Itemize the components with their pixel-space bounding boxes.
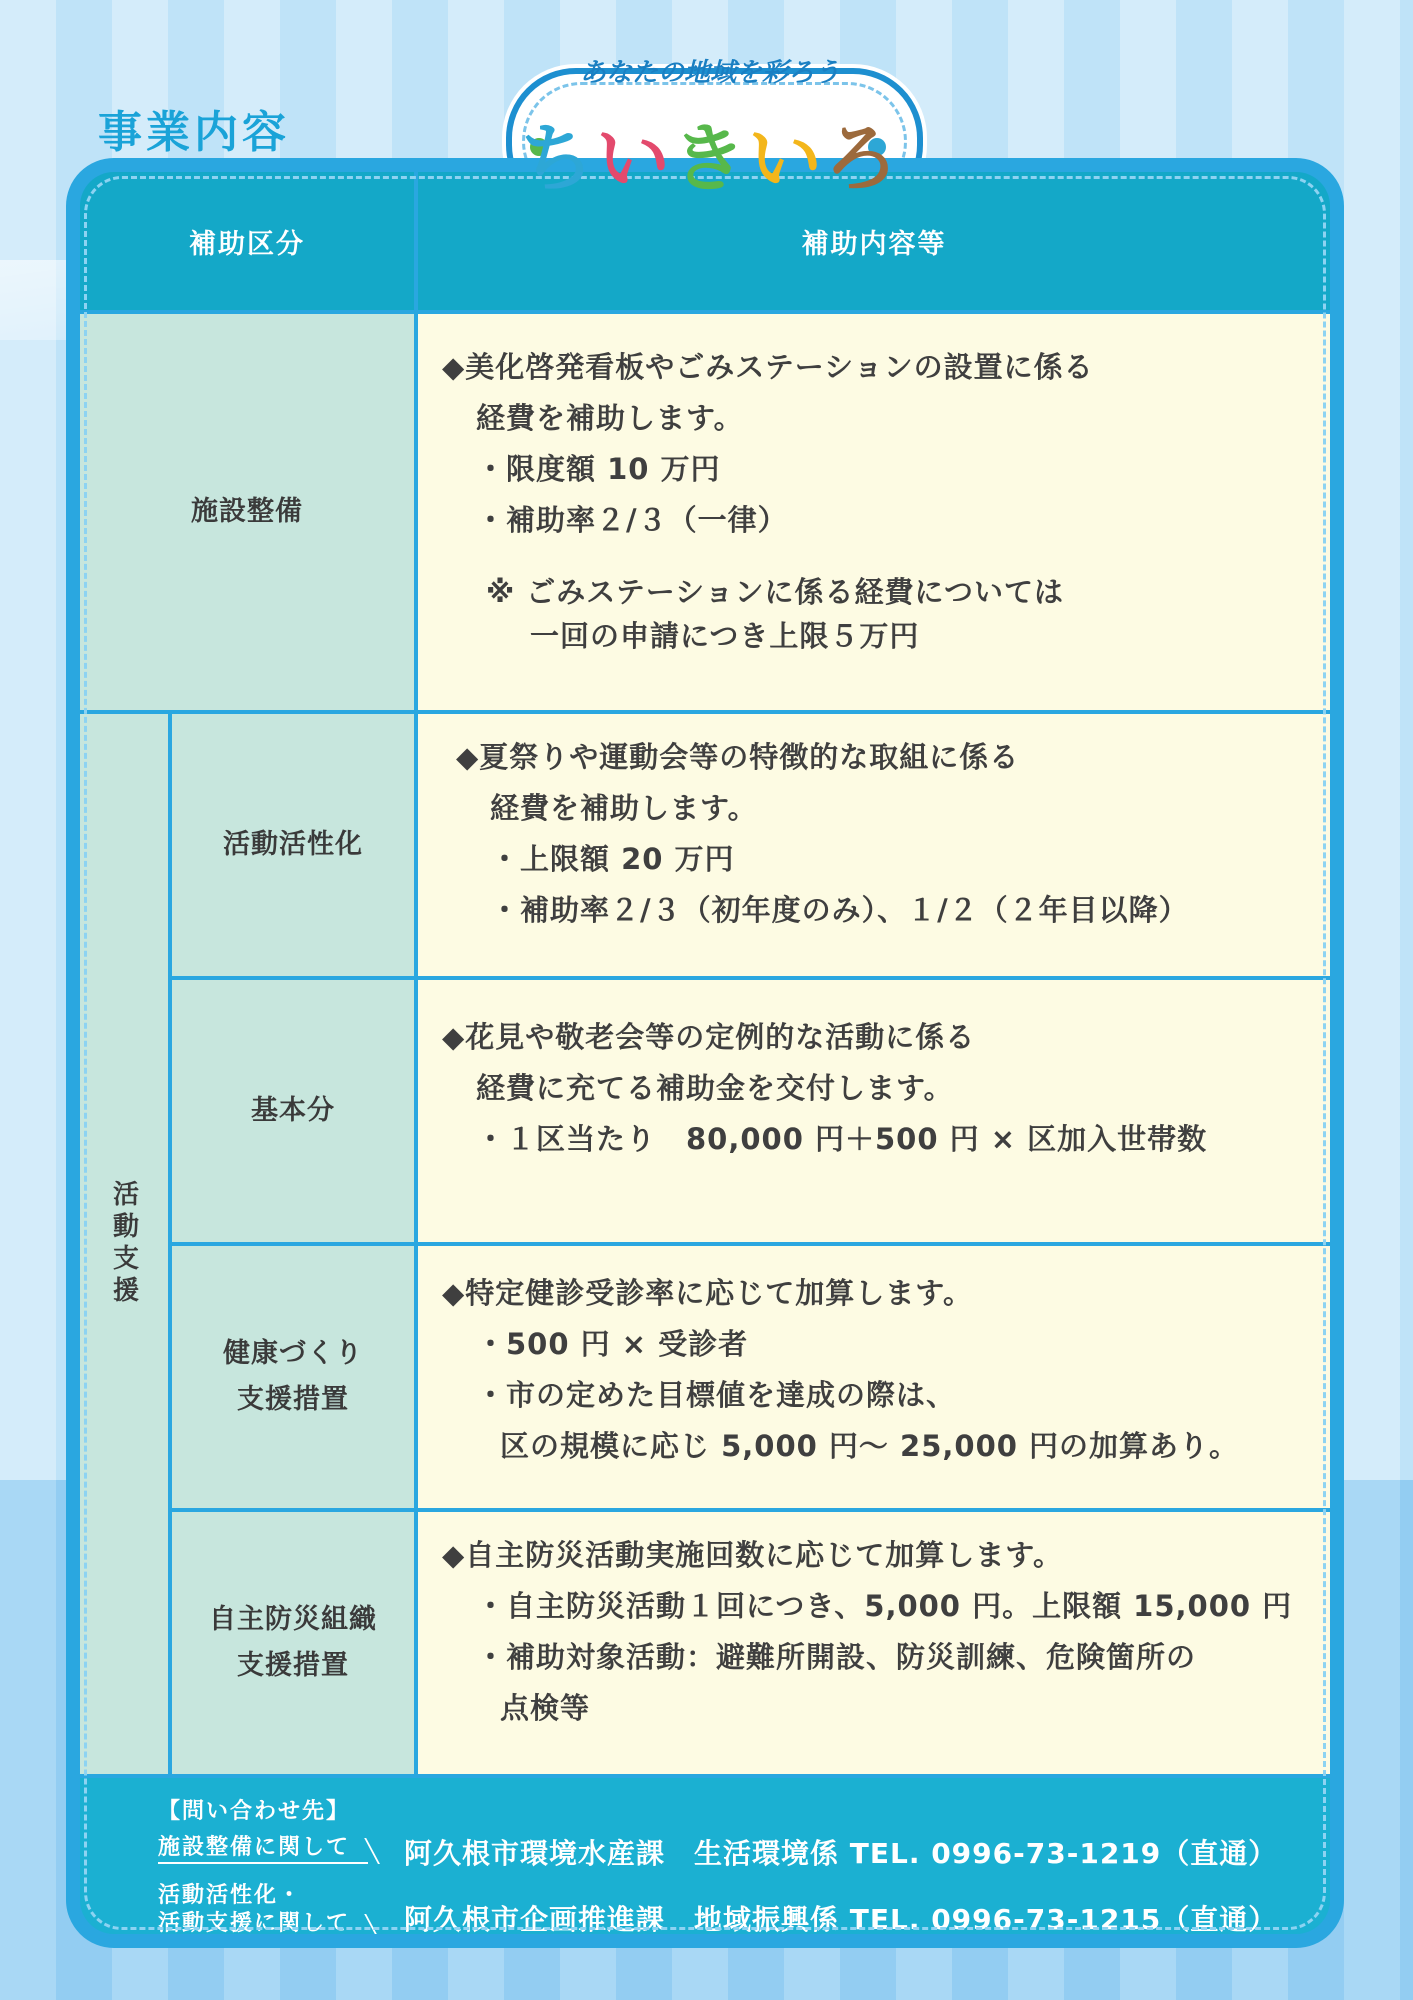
subsidy-table-panel bbox=[66, 158, 1344, 1948]
content-line: 一回の申請につき上限５万円 bbox=[530, 619, 920, 653]
logo-char: ろ bbox=[824, 116, 900, 202]
row-label-line: 自主防災組織 bbox=[209, 1604, 377, 1635]
row-label-line: 支援措置 bbox=[237, 1384, 349, 1415]
contact-title: 【問い合わせ先】 bbox=[158, 1799, 351, 1824]
row-content-facility bbox=[418, 314, 1330, 710]
row-content-basic bbox=[418, 980, 1330, 1242]
logo-char: き bbox=[672, 116, 748, 202]
group-label-activity-support bbox=[80, 714, 168, 1774]
content-line: ・補助率２/３（一律） bbox=[476, 503, 788, 537]
content-line: ・自主防災活動１回につき、5,000 円。上限額 15,000 円 bbox=[476, 1589, 1293, 1623]
content-line: ・限度額 10 万円 bbox=[476, 452, 721, 486]
row-label-line: 健康づくり bbox=[223, 1338, 363, 1369]
content-line: ◆自主防災活動実施回数に応じて加算します。 bbox=[442, 1538, 1063, 1572]
content-line: ◆花見や敬老会等の定例的な活動に係る bbox=[442, 1020, 976, 1054]
logo-char: い bbox=[748, 116, 824, 202]
content-line: ・補助率２/３（初年度のみ）、１/２（２年目以降） bbox=[490, 893, 1189, 927]
content-line: ◆夏祭りや運動会等の特徴的な取組に係る bbox=[456, 740, 1020, 774]
content-line: ◆美化啓発看板やごみステーションの設置に係る bbox=[442, 350, 1094, 384]
content-line: ◆特定健診受診率に応じて加算します。 bbox=[442, 1276, 973, 1310]
content-line: ※ ごみステーションに係る経費については bbox=[486, 575, 1064, 609]
logo-char: い bbox=[596, 116, 672, 202]
content-line: 点検等 bbox=[500, 1691, 591, 1725]
row-label-disaster bbox=[172, 1512, 414, 1774]
logo-char: ち bbox=[520, 116, 596, 202]
row-label-basic: 基本分 bbox=[172, 980, 414, 1242]
row-content-activation bbox=[418, 714, 1330, 976]
header-content: 補助内容等 bbox=[418, 172, 1330, 310]
contact-footer bbox=[80, 1778, 1330, 1948]
content-line: ・１区当たり 80,000 円＋500 円 × 区加入世帯数 bbox=[476, 1122, 1208, 1156]
contact1-label: 施設整備に関して bbox=[158, 1834, 368, 1864]
row-content-disaster bbox=[418, 1512, 1330, 1774]
logo-name bbox=[500, 100, 920, 206]
contact2-label-line: 活動支援に関して bbox=[158, 1911, 351, 1936]
row-content-health bbox=[418, 1246, 1330, 1508]
contact1-text: 阿久根市環境水産課 生活環境係 TEL. 0996-73-1219（直通） bbox=[404, 1837, 1278, 1870]
header-category: 補助区分 bbox=[80, 172, 414, 310]
content-line: 経費を補助します。 bbox=[490, 791, 758, 825]
content-line: 経費を補助します。 bbox=[476, 401, 744, 435]
content-line: 区の規模に応じ 5,000 円～ 25,000 円の加算あり。 bbox=[500, 1429, 1240, 1463]
section-title: 事業内容 bbox=[98, 107, 290, 158]
content-line: ・上限額 20 万円 bbox=[490, 842, 735, 876]
group-label-text: 活動支援 bbox=[108, 1180, 139, 1308]
content-line: ・補助対象活動：避難所開設、防災訓練、危険箇所の bbox=[476, 1640, 1197, 1674]
chiikiiro-logo bbox=[500, 38, 920, 208]
contact2-label bbox=[158, 1882, 368, 1940]
content-line: ・市の定めた目標値を達成の際は、 bbox=[476, 1378, 957, 1412]
contact2-label-line: 活動活性化・ bbox=[158, 1883, 303, 1908]
row-label-health bbox=[172, 1246, 414, 1508]
row-label-activation: 活動活性化 bbox=[172, 714, 414, 976]
content-line: 経費に充てる補助金を交付します。 bbox=[476, 1071, 954, 1105]
row-label-line: 支援措置 bbox=[237, 1650, 349, 1681]
contact2-text: 阿久根市企画推進課 地域振興係 TEL. 0996-73-1215（直通） bbox=[404, 1903, 1278, 1936]
logo-tagline: あなたの地域を彩ろう bbox=[579, 58, 840, 88]
content-line: ・500 円 × 受診者 bbox=[476, 1327, 749, 1361]
row-label-facility: 施設整備 bbox=[80, 314, 414, 710]
